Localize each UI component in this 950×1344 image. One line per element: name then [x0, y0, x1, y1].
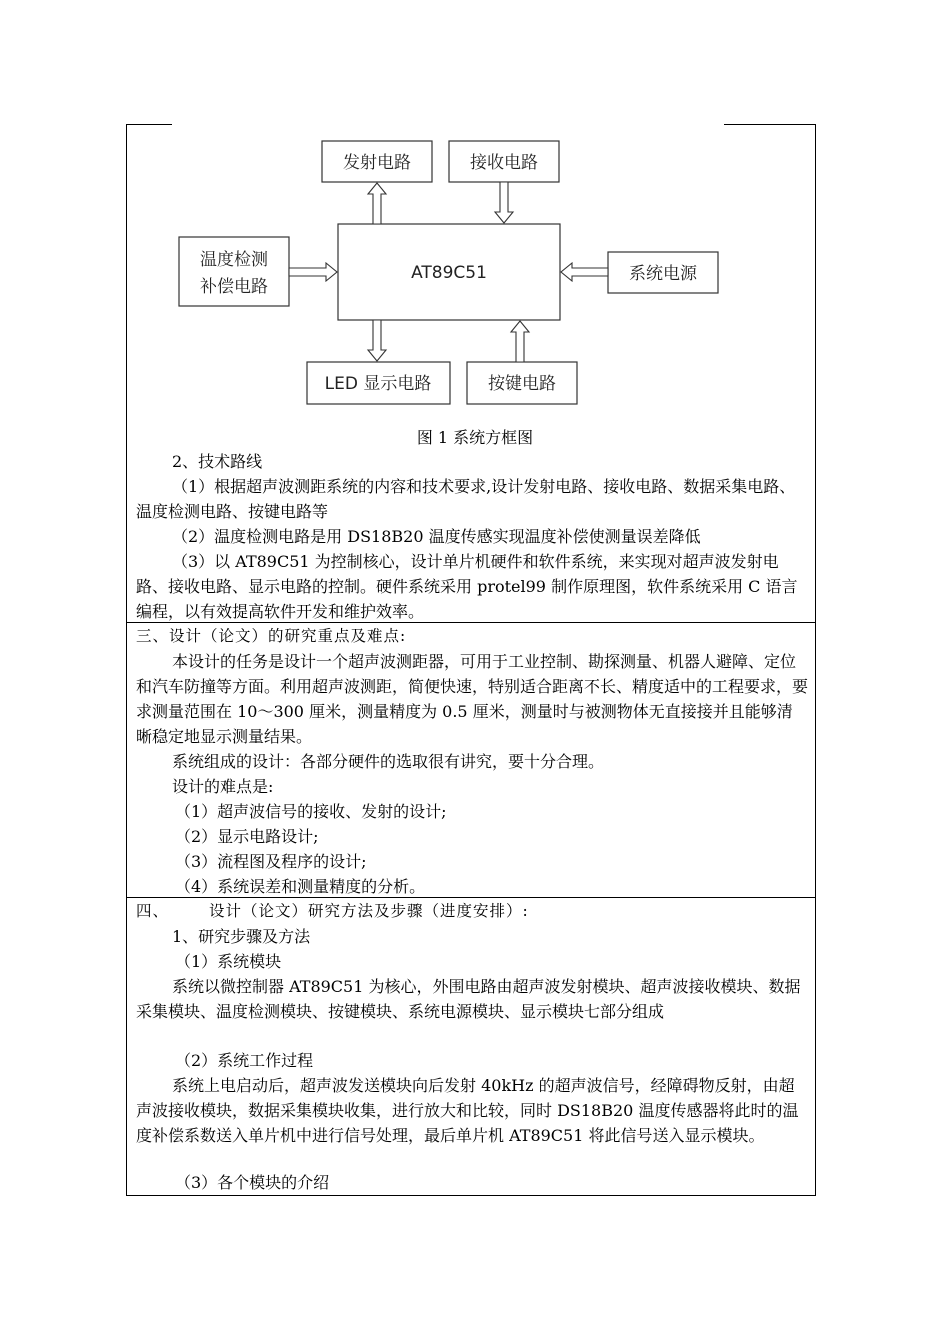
power-label: 系统电源 — [629, 264, 697, 284]
section3-heading: 三、设计（论文）的研究重点及难点: — [136, 627, 407, 645]
section4-heading — [136, 899, 808, 924]
arrow-from-temp — [289, 263, 337, 281]
section4-p1: 系统以微控制器 AT89C51 为核心，外围电路由超声波发射模块、超声波接收模块、数据采集模块、温度检测模块、按键模块、系统电源模块、显示模块七部分组成 — [136, 977, 801, 1021]
temp-label-line2: 补偿电路 — [200, 277, 268, 297]
section3-p1: 本设计的任务是设计一个超声波测距器，可用于工业控制、勘探测量、机器人避障、定位和汽车防撞等方面。利用超声波测距，简便快速，特别适合距离不长、精度适中的工程要求，要求测量范围在 10～300 厘米，测量精度为 0.5 厘米，测量时与被测物体无直接接并且能够清晰稳定地显示测量结果。 — [136, 652, 809, 746]
difficulty-item-3: （3）流程图及程序的设计; — [175, 852, 367, 871]
arrow-to-transmit — [368, 183, 386, 224]
receive-label: 接收电路 — [470, 153, 538, 173]
section2-p2: （2）温度检测电路是用 DS18B20 温度传感实现温度补偿使测量误差降低 — [172, 527, 701, 546]
difficulty-item-1: （1）超声波信号的接收、发射的设计; — [175, 802, 447, 821]
arrow-from-power — [561, 263, 608, 281]
section4-sub1: （1）系统模块 — [175, 952, 282, 971]
section4-sub3: （3）各个模块的介绍 — [175, 1173, 330, 1192]
section2-heading: 2、技术路线 — [172, 452, 263, 471]
section2-p3: （3）以 AT89C51 为控制核心，设计单片机硬件和软件系统，来实现对超声波发射电路、接收电路、显示电路的控制。硬件系统采用 protel99 制作原理图，软件系统采用 C 语言编程，以有效提高软件开发和维护效率。 — [136, 552, 798, 621]
arrow-to-led — [368, 320, 386, 361]
led-label: LED 显示电路 — [324, 374, 432, 394]
difficulty-item-2: （2）显示电路设计; — [175, 827, 319, 846]
transmit-label: 发射电路 — [343, 153, 411, 173]
figure-caption: 图 1 系统方框图 — [416, 428, 534, 447]
section4-heading-num: 四、 — [136, 902, 170, 920]
temp-label-line1: 温度检测 — [200, 250, 268, 270]
section4-sub2: （2）系统工作过程 — [175, 1051, 314, 1070]
arrow-from-keys — [511, 321, 529, 362]
section3-p3: 设计的难点是: — [172, 777, 274, 796]
keys-label: 按键电路 — [488, 374, 556, 394]
section4-step-heading: 1、研究步骤及方法 — [172, 927, 311, 946]
section4-heading-text: 设计（论文）研究方法及步骤（进度安排）: — [209, 902, 529, 920]
arrow-from-receive — [495, 182, 513, 223]
section3-p2: 系统组成的设计：各部分硬件的选取很有讲究，要十分合理。 — [172, 752, 605, 771]
difficulty-item-4: （4）系统误差和测量精度的分析。 — [175, 877, 426, 896]
section4-p2: 系统上电启动后，超声波发送模块向后发射 40kHz 的超声波信号，经障碍物反射，由超声波接收模块，数据采集模块收集，进行放大和比较，同时 DS18B20 温度传感器将此时的温度补偿系数送入单片机中进行信号处理，最后单片机 AT89C51 将此信号送入显示模块。 — [136, 1076, 799, 1145]
system-block-diagram — [0, 0, 950, 420]
center-label: AT89C51 — [411, 263, 487, 283]
section2-p1: （1）根据超声波测距系统的内容和技术要求,设计发射电路、接收电路、数据采集电路、温度检测电路、按键电路等 — [136, 477, 796, 521]
